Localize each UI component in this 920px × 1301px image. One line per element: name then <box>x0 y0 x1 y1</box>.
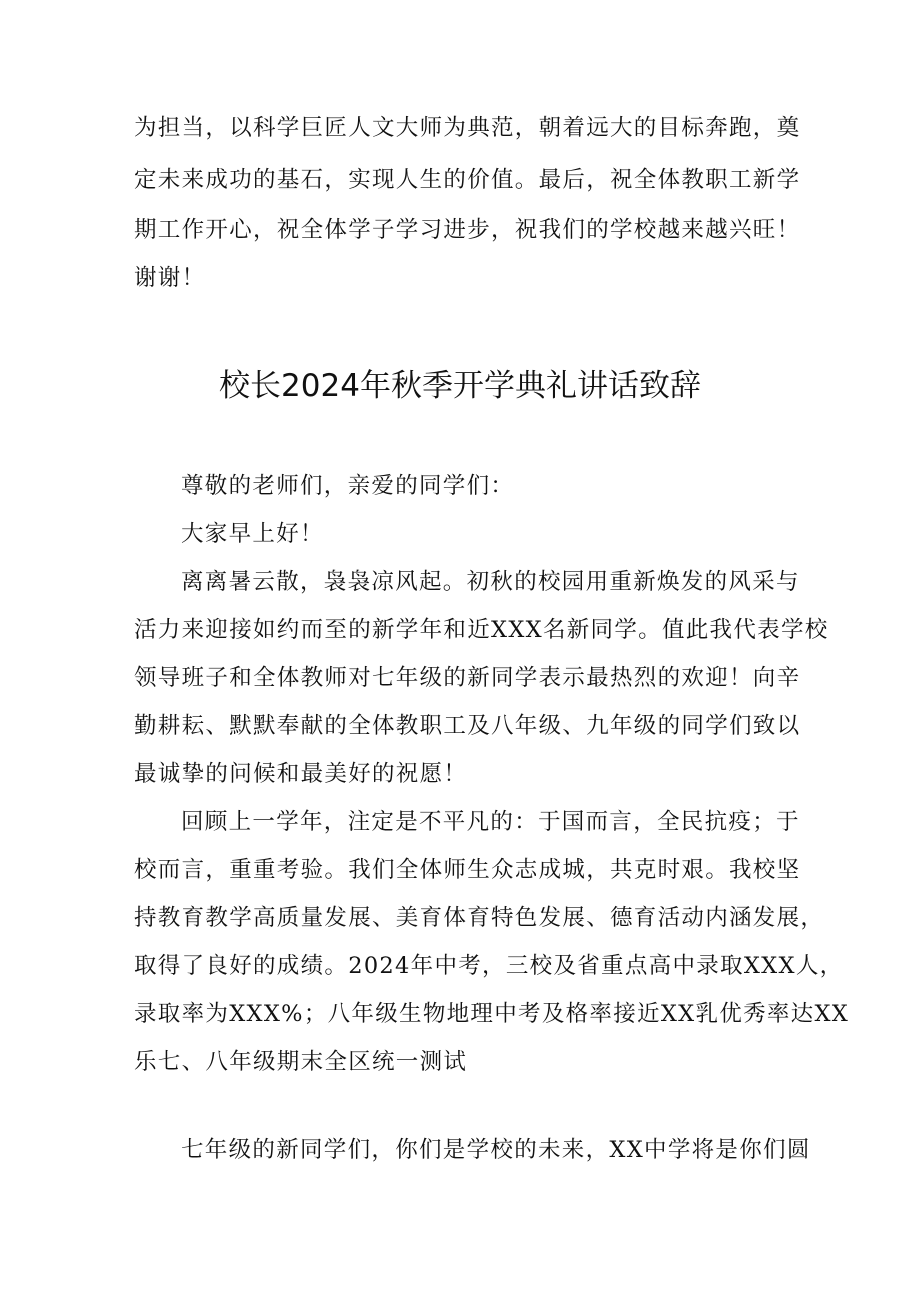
text-line: 离离暑云散，袅袅凉风起。初秋的校园用重新焕发的风采与 <box>181 569 800 595</box>
text-line: 七年级的新同学们，你们是学校的未来，XX中学将是你们圆 <box>181 1137 811 1163</box>
text-line: 勤耕耘、默默奉献的全体教职工及八年级、九年级的同学们致以 <box>134 713 801 739</box>
text-line: 为担当，以科学巨匠人文大师为典范，朝着远大的目标奔跑，奠 <box>134 115 801 141</box>
text-line: 活力来迎接如约而至的新学年和近XXX名新同学。值此我代表学校 <box>134 617 829 643</box>
text-line: 乐七、八年级期末全区统一测试 <box>134 1049 468 1075</box>
text-line: 谢谢！ <box>134 265 206 291</box>
text-line: 领导班子和全体教师对七年级的新同学表示最热烈的欢迎！向辛 <box>134 665 801 691</box>
text-line: 期工作开心，祝全体学子学习进步，祝我们的学校越来越兴旺！ <box>134 217 801 243</box>
text-line: 持教育教学高质量发展、美育体育特色发展、德育活动内涵发展， <box>134 905 825 931</box>
text-line: 录取率为XXX%；八年级生物地理中考及格率接近XX乳优秀率达XX <box>134 1001 850 1027</box>
text-line: 取得了良好的成绩。2024年中考，三校及省重点高中录取XXX人， <box>134 953 844 979</box>
text-line: 校而言，重重考验。我们全体师生众志成城，共克时艰。我校坚 <box>134 857 801 883</box>
text-line: 定未来成功的基石，实现人生的价值。最后，祝全体教职工新学 <box>134 167 801 193</box>
text-line: 最诚挚的问候和最美好的祝愿！ <box>134 761 468 787</box>
document-title: 校长2024年秋季开学典礼讲话致辞 <box>219 368 701 404</box>
greeting-line: 尊敬的老师们，亲爱的同学们： <box>181 473 515 499</box>
text-line: 回顾上一学年，注定是不平凡的：于国而言，全民抗疫；于 <box>181 809 800 835</box>
morning-greeting: 大家早上好！ <box>181 521 324 547</box>
